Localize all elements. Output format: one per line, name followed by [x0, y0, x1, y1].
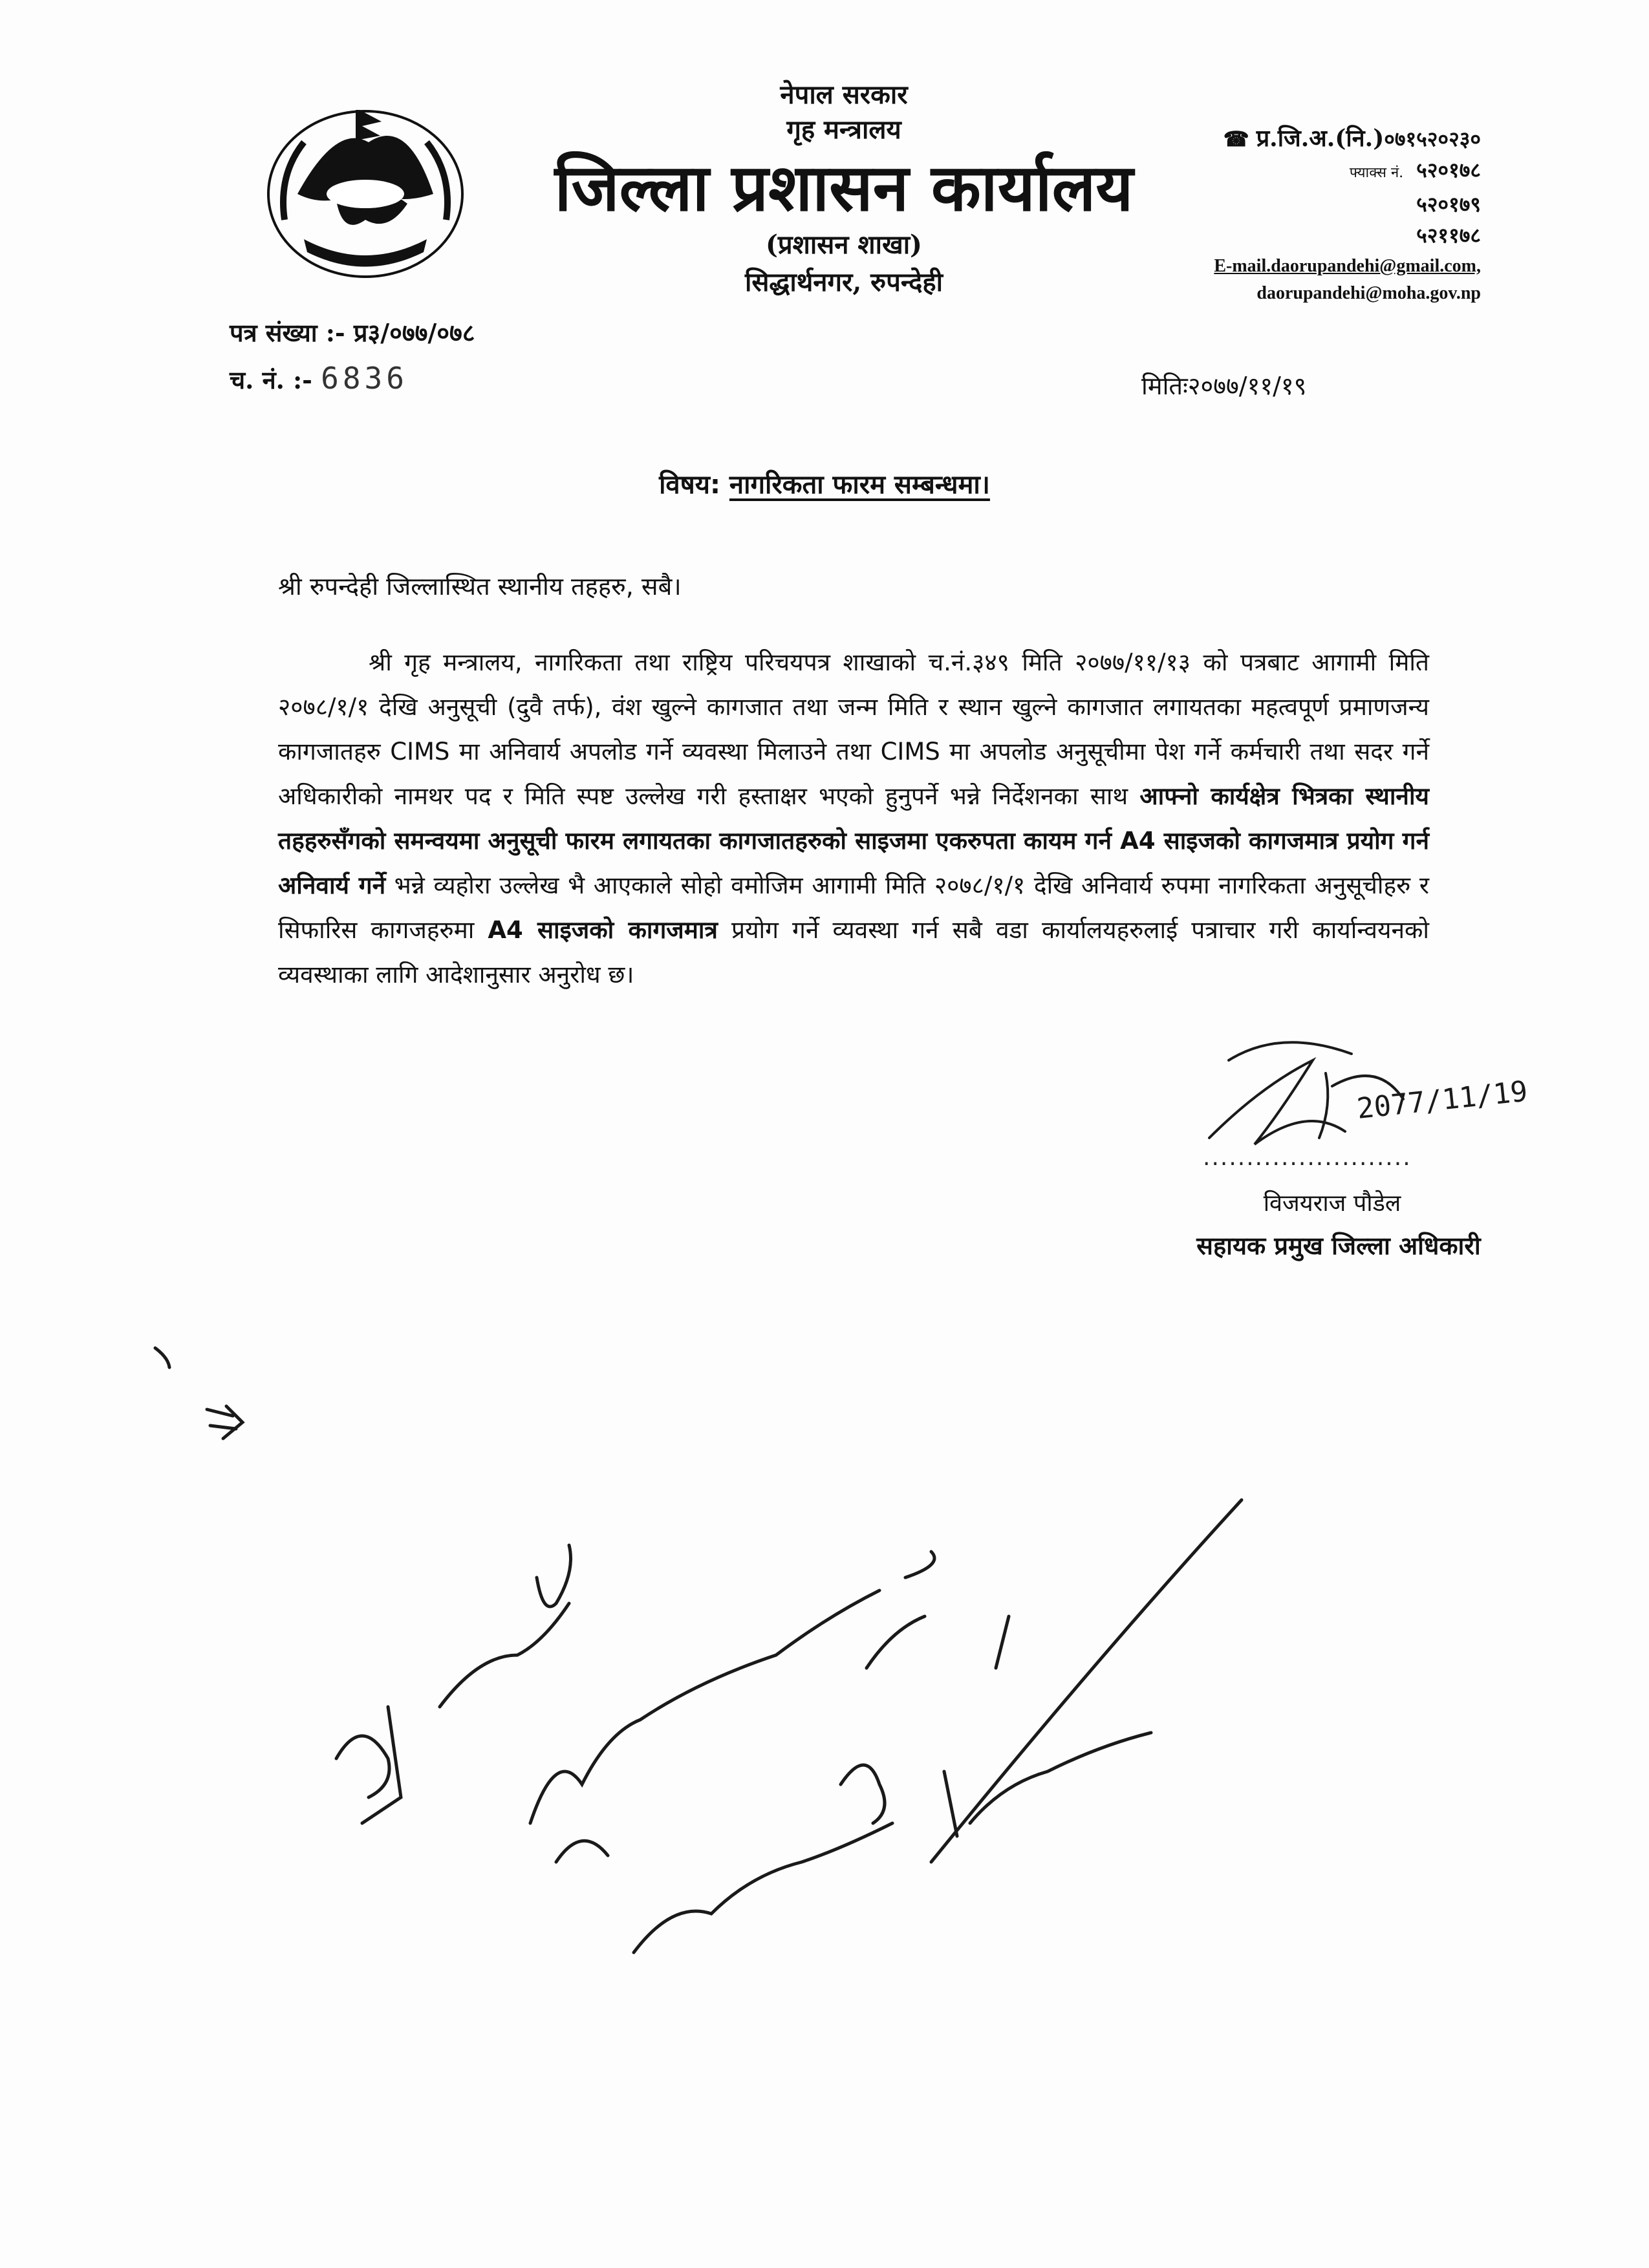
body-bold-2: A4 साइजको कागजमात्र [488, 916, 718, 944]
body-bold-1: आफ्नो कार्यक्षेत्र भित्रका स्थानीय तहहरुसँगको समन्वयमा अनुसूची फारम लगायतका कागजातहरुको साइजमा एकरुपता कायम गर्न A4 साइजको कागजमात्र प्रयोग गर्न अनिवार्य गर्ने [278, 782, 1429, 899]
phone-number: ०७१५२०२३० [1384, 127, 1481, 151]
letter-number: प्र३/०७७/०७८ [353, 318, 475, 347]
government-name: नेपाल सरकार [780, 80, 908, 110]
fax-label: फ्याक्स नं. [1349, 165, 1404, 181]
phone-label: प्र.जि.अ.(नि.) [1256, 125, 1385, 152]
subject-text: नागरिकता फारम सम्बन्धमा। [729, 470, 990, 500]
handwritten-date: 2077/11/19 [1355, 1075, 1529, 1126]
addressee: श्री रुपन्देही जिल्लास्थित स्थानीय तहहरु, सबै। [278, 572, 682, 601]
office-name: जिल्ला प्रशासन कार्यालय [554, 149, 1134, 226]
signatory-name: विजयराज पौडेल [1263, 1190, 1401, 1217]
fax-number-1: ५२०१७८ [1416, 158, 1481, 182]
fax-line [1214, 155, 1481, 189]
branch-name: (प्रशासन शाखा) [766, 230, 922, 260]
dispatch-number-label: च. नं. :- [230, 365, 312, 394]
email-line-2[interactable]: daorupandehi@moha.gov.np [1256, 283, 1481, 303]
signatory-designation: सहायक प्रमुख जिल्ला अधिकारी [1196, 1231, 1481, 1260]
ministry-name: गृह मन्त्रालय [786, 114, 901, 145]
letter-number-label: पत्र संख्या :- [230, 318, 345, 347]
letterhead [479, 78, 1209, 301]
phone-line [1214, 123, 1481, 155]
letter-number-line [230, 310, 475, 356]
subject-line [0, 465, 1649, 501]
office-place: सिद्धार्थनगर, रुपन्देही [744, 267, 943, 297]
dispatch-number: 6836 [321, 361, 408, 396]
nepal-emblem-icon [259, 97, 472, 284]
fax-number-3: ५२११७८ [1416, 223, 1481, 248]
email-line-1[interactable]: E-mail.daorupandehi@gmail.com, [1214, 256, 1481, 276]
signature-dots: ........................ [1203, 1144, 1412, 1171]
contact-block [1214, 123, 1481, 305]
body-part-1: श्री गृह मन्त्रालय, नागरिकता तथा राष्ट्रिय परिचयपत्र शाखाको च.नं.३४९ मिति २०७७/११/१३ को पत्रबाट आगामी मिति २०७८/१/१ देखि अनुसूची (दुवै तर्फ), वंश खुल्ने कागजात तथा जन्म मिति र स्थान खुल्ने कागजात लगायतका महत्वपूर्ण प्रमाणजन्य कागजातहरु CIMS मा अनिवार्य अपलोड गर्ने व्यवस्था मिलाउने तथा CIMS मा अपलोड अनुसूचीमा पेश गर्ने कर्मचारी तथा सदर गर्ने अधिकारीको नामथर पद र मिति स्पष्ट उल्लेख गरी हस्ताक्षर भएको हुनुपर्ने भन्ने निर्देशनका साथ [278, 648, 1429, 810]
subject-label: विषय: [659, 470, 720, 500]
letter-date: मितिः२०७७/११/१९ [1141, 372, 1307, 400]
body-part-3: प्रयोग गर्ने व्यवस्था गर्न सबै वडा कार्यालयहरुलाई पत्राचार गरी कार्यान्वयनको व्यवस्थाका लागि आदेशानुसार अनुरोध छ। [278, 916, 1429, 989]
phone-icon: ☎ [1223, 127, 1256, 151]
body-part-2: भन्ने व्यहोरा उल्लेख भै आएकाले सोहो वमोजिम आगामी मिति २०७८/१/१ देखि अनिवार्य रुपमा नागरिकता अनुसूचीहरु र सिफारिस कागजहरुमा [278, 872, 1429, 944]
dispatch-number-line [230, 356, 475, 403]
reference-block [230, 310, 475, 403]
fax-number-2: ५२०१७९ [1416, 192, 1481, 217]
body-paragraph [278, 640, 1429, 997]
